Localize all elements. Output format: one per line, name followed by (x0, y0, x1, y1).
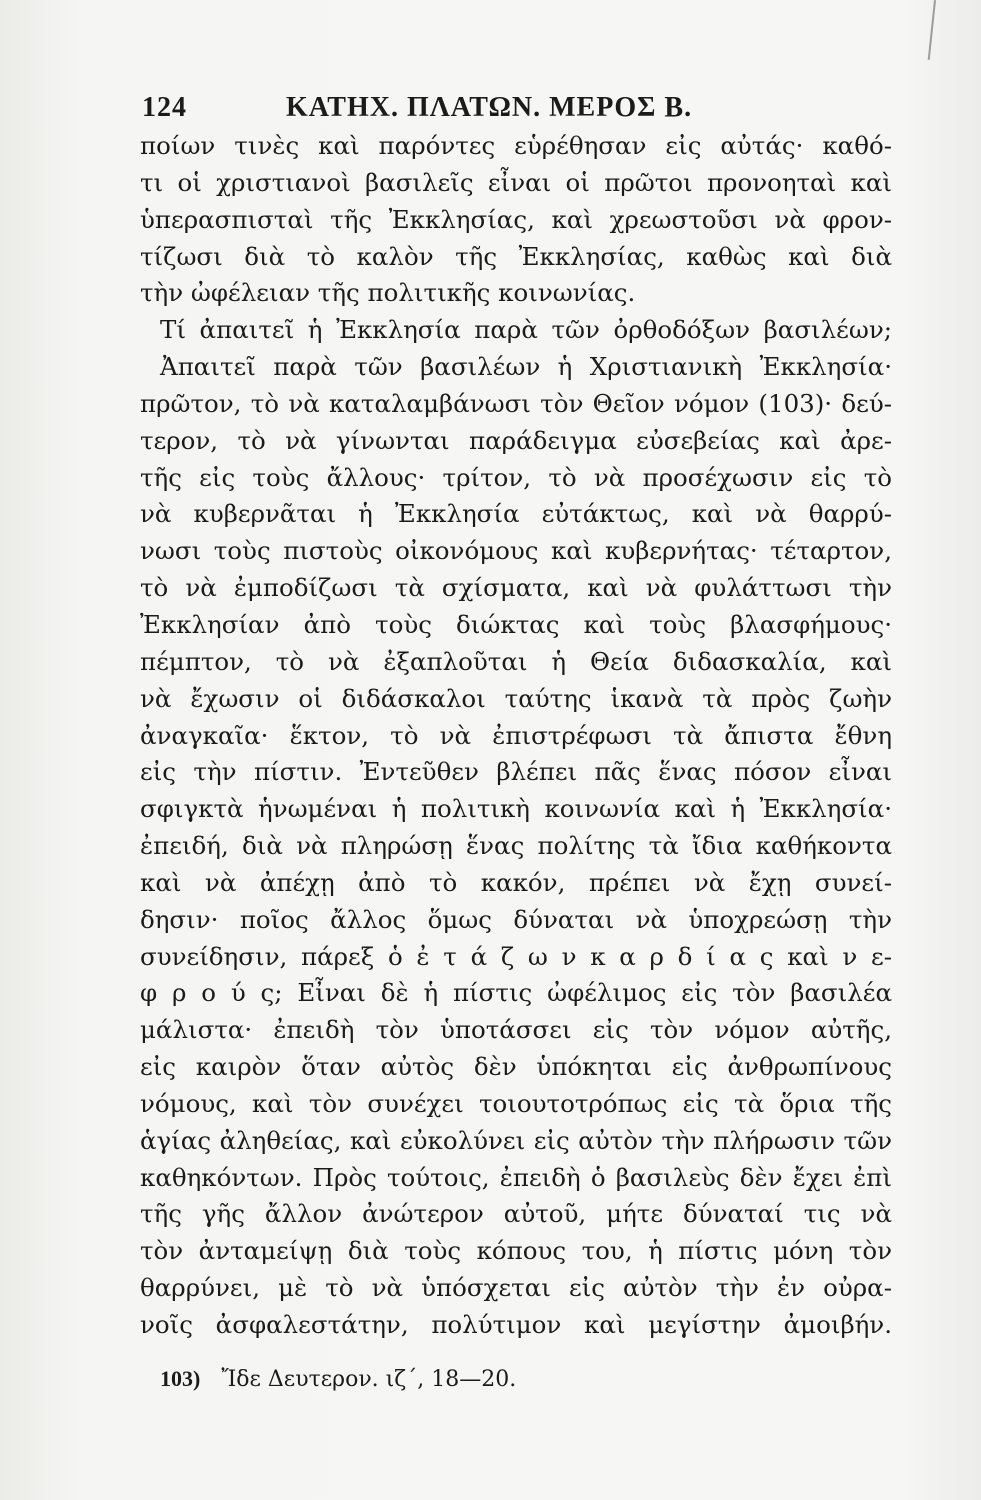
question-line: Τί ἀπαιτεῖ ἡ Ἐκκλησία παρὰ τῶν ὀρθοδόξων βασιλέων; (160, 315, 892, 345)
body-text (140, 128, 892, 1344)
text-line: τὴν ὠφέλειαν τῆς πολιτικῆς κοινωνίας. (140, 278, 636, 308)
text-line: ἁγίας ἀληθείας, καὶ εὐκολύνει εἰς αὐτὸν τὴν πλήρωσιν τῶν (140, 1125, 892, 1155)
text-line: ποίων τινὲς καὶ παρόντες εὑρέθησαν εἰς αὐτάς· καθό- (140, 131, 892, 160)
text-line: Ἐκκλησίαν ἀπὸ τοὺς διώκτας καὶ τοὺς βλασφήμους· (140, 609, 892, 639)
text-line: ἀναγκαῖα· ἕκτον, τὸ νὰ ἐπιστρέφωσι τὰ ἄπιστα ἔθνη (140, 720, 892, 750)
text-line: συνείδησιν, πάρεξ ὁ ἐ τ ά ζ ω ν κ α ρ δ ί α ς καὶ ν ε- (140, 941, 892, 971)
text-line: τι οἱ χριστιανοὶ βασιλεῖς εἶναι οἱ πρῶτοι προνοηταὶ καὶ (140, 167, 892, 197)
text-line: νωσι τοὺς πιστοὺς οἰκονόμους καὶ κυβερνήτας· τέταρτον, (140, 536, 892, 566)
text-line: νόμους, καὶ τὸν συνέχει τοιουτοτρόπως εἰς τὰ ὅρια τῆς (140, 1088, 892, 1118)
text-line: δησιν· ποῖος ἄλλος ὅμως δύναται νὰ ὑποχρεώσῃ τὴν (140, 904, 892, 934)
text-line: νὰ κυβερνᾶται ἡ Ἐκκλησία εὐτάκτως, καὶ νὰ θαρρύ- (140, 499, 892, 529)
text-line: σφιγκτὰ ἡνωμέναι ἡ πολιτικὴ κοινωνία καὶ ἡ Ἐκκλησία· (140, 794, 892, 824)
text-line: καὶ νὰ ἀπέχῃ ἀπὸ τὸ κακόν, πρέπει νὰ ἔχῃ συνεί- (140, 867, 892, 897)
text-line: εἰς καιρὸν ὅταν αὐτὸς δὲν ὑπόκηται εἰς ἀνθρωπίνους (140, 1052, 892, 1082)
text-line: τὸν ἀνταμείψῃ διὰ τοὺς κόπους του, ἡ πίστις μόνη τὸν (140, 1236, 892, 1266)
footnote-number: 103) (160, 1366, 201, 1391)
text-line: μάλιστα· ἐπειδὴ τὸν ὑποτάσσει εἰς τὸν νόμον αὐτῆς, (140, 1015, 892, 1045)
text-line: τῆς εἰς τοὺς ἄλλους· τρίτον, τὸ νὰ προσέχωσιν εἰς τὸ (140, 462, 892, 492)
running-title: ΚΑΤΗΧ. ΠΛΑΤΩΝ. ΜΕΡΟΣ Β. (286, 92, 693, 123)
text-line: τὸ νὰ ἐμποδίζωσι τὰ σχίσματα, καὶ νὰ φυλάττωσι τὴν (140, 573, 892, 603)
text-line: νὰ ἔχωσιν οἱ διδάσκαλοι ταύτης ἱκανὰ τὰ πρὸς ζωὴν (140, 683, 892, 713)
text-line: θαρρύνει, μὲ τὸ νὰ ὑπόσχεται εἰς αὐτὸν τὴν ἐν οὐρα- (140, 1273, 892, 1303)
text-line: καθηκόντων. Πρὸς τούτοις, ἐπειδὴ ὁ βασιλεὺς δὲν ἔχει ἐπὶ (140, 1162, 892, 1192)
bleed-through-mark (928, 0, 936, 60)
text-line: τερον, τὸ νὰ γίνωνται παράδειγμα εὐσεβείας καὶ ἀρε- (140, 425, 892, 455)
answer-line: Ἀπαιτεῖ παρὰ τῶν βασιλέων ἡ Χριστιανικὴ Ἐκκλησία· (160, 352, 892, 382)
text-line: νοῖς ἀσφαλεστάτην, πολύτιμον καὶ μεγίστην ἀμοιβήν. (140, 1310, 892, 1339)
text-line: φ ρ ο ύ ς; Εἶναι δὲ ἡ πίστις ὠφέλιμος εἰς τὸν βασιλέα (140, 978, 892, 1008)
running-head (142, 92, 892, 132)
text-line: τίζωσι διὰ τὸ καλὸν τῆς Ἐκκλησίας, καθὼς καὶ διὰ (140, 241, 892, 271)
text-line: πρῶτον, τὸ νὰ καταλαμβάνωσι τὸν Θεῖον νόμον (103)· δεύ- (140, 388, 892, 418)
footnote-text: Ἴδε Δευτερον. ιζ΄, 18—20. (221, 1367, 517, 1392)
text-line: ὑπερασπισταὶ τῆς Ἐκκλησίας, καὶ χρεωστοῦσι νὰ φρον- (140, 204, 892, 234)
footnote (160, 1366, 516, 1392)
page-number: 124 (142, 92, 187, 123)
text-line: ἐπειδή, διὰ νὰ πληρώσῃ ἕνας πολίτης τὰ ἴδια καθήκοντα (140, 831, 892, 861)
text-line: τῆς γῆς ἄλλον ἀνώτερον αὐτοῦ, μήτε δύναταί τις νὰ (140, 1199, 892, 1229)
text-line: πέμπτον, τὸ νὰ ἐξαπλοῦται ἡ Θεία διδασκαλία, καὶ (140, 646, 892, 676)
text-line: εἰς τὴν πίστιν. Ἐντεῦθεν βλέπει πᾶς ἕνας πόσον εἶναι (140, 757, 892, 787)
